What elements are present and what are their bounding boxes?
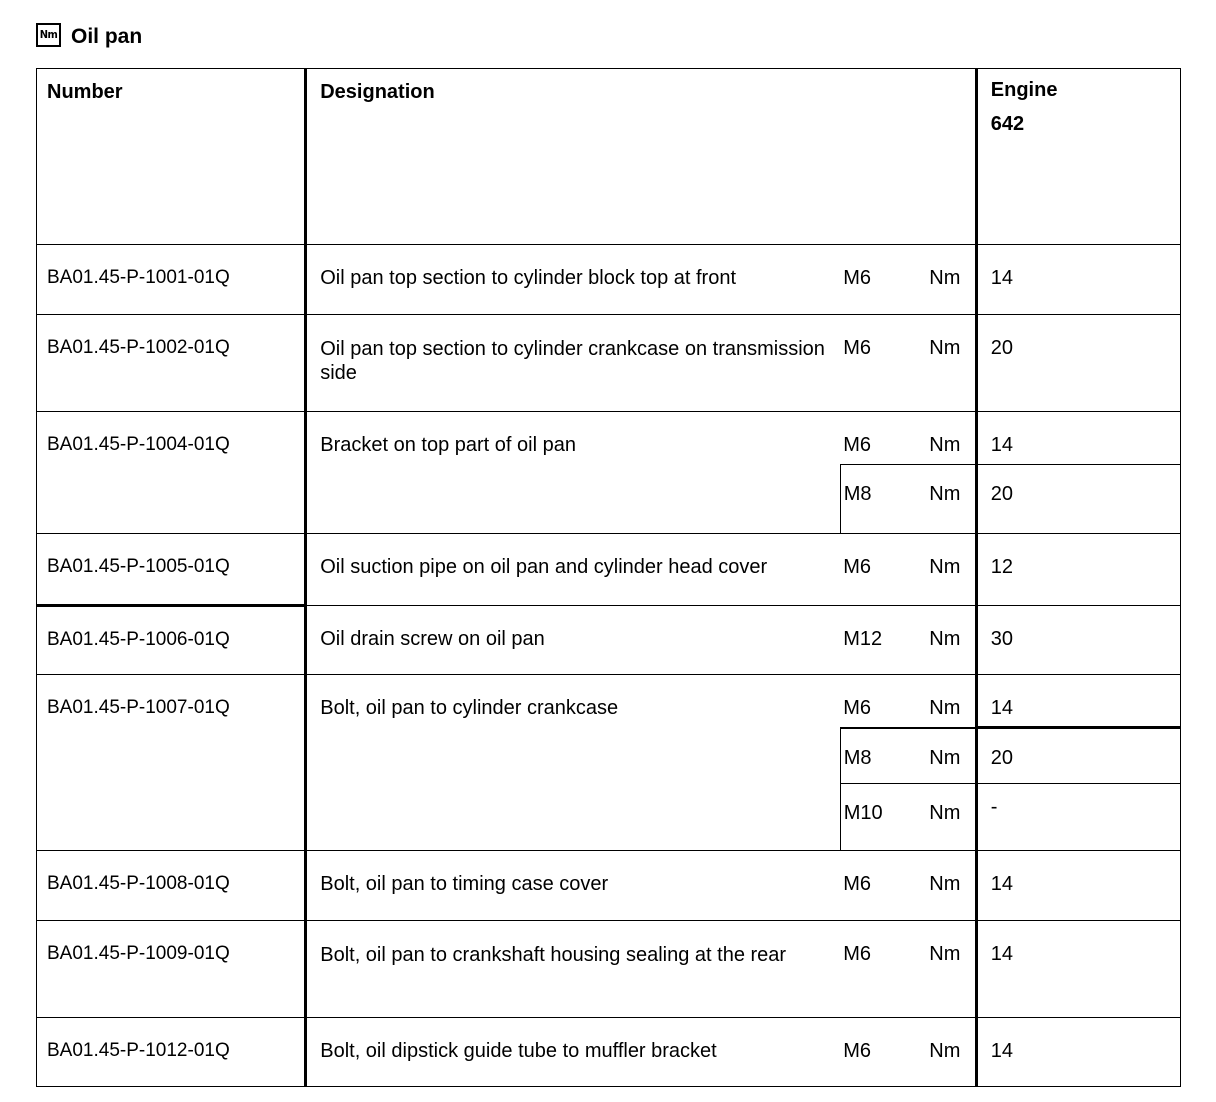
row-number: BA01.45-P-1002-01Q <box>37 315 306 412</box>
row-designation: Oil pan top section to cylinder crankcase on transmission side <box>306 315 840 412</box>
table-row <box>37 1018 1181 1087</box>
thread-size: M6 <box>840 675 924 728</box>
engine-label: Engine <box>990 79 1058 101</box>
table-row <box>37 245 1181 315</box>
torque-value: 14 <box>976 245 1180 315</box>
torque-unit: Nm <box>924 606 976 675</box>
column-header-designation: Designation <box>306 69 977 245</box>
thread-size: M10 <box>840 784 924 851</box>
row-number: BA01.45-P-1007-01Q <box>37 675 306 851</box>
torque-unit: Nm <box>924 315 976 412</box>
thread-size: M12 <box>840 606 924 675</box>
row-designation: Bracket on top part of oil pan <box>306 412 840 534</box>
thread-size: M6 <box>840 412 924 465</box>
thread-size: M6 <box>840 245 924 315</box>
torque-value: 14 <box>976 921 1180 1018</box>
row-number: BA01.45-P-1004-01Q <box>37 412 306 534</box>
torque-value: 20 <box>976 728 1180 784</box>
thread-size: M8 <box>840 465 924 534</box>
table-row <box>37 921 1181 1018</box>
torque-value: 14 <box>976 412 1180 465</box>
thread-size: M6 <box>840 534 924 606</box>
torque-value: - <box>976 784 1180 851</box>
torque-unit: Nm <box>924 851 976 921</box>
row-number: BA01.45-P-1012-01Q <box>37 1018 306 1087</box>
torque-value: 20 <box>976 315 1180 412</box>
table-row <box>37 675 1181 728</box>
torque-value: 14 <box>976 1018 1180 1087</box>
torque-unit: Nm <box>924 1018 976 1087</box>
row-number: BA01.45-P-1005-01Q <box>37 534 306 606</box>
torque-unit: Nm <box>924 412 976 465</box>
torque-nm-icon: Nm <box>36 23 61 47</box>
row-designation: Bolt, oil dipstick guide tube to muffler bracket <box>306 1018 840 1087</box>
torque-value: 20 <box>976 465 1180 534</box>
torque-unit: Nm <box>924 245 976 315</box>
row-designation: Bolt, oil pan to crankshaft housing sealing at the rear <box>306 921 840 1018</box>
row-number: BA01.45-P-1006-01Q <box>37 606 306 675</box>
column-header-number: Number <box>37 69 306 245</box>
torque-unit: Nm <box>924 465 976 534</box>
row-number: BA01.45-P-1001-01Q <box>37 245 306 315</box>
torque-spec-table <box>36 68 1181 1087</box>
row-designation: Oil pan top section to cylinder block top at front <box>306 245 840 315</box>
torque-unit: Nm <box>924 728 976 784</box>
engine-model: 642 <box>990 113 1025 135</box>
row-designation: Oil suction pipe on oil pan and cylinder head cover <box>306 534 840 606</box>
thread-size: M6 <box>840 1018 924 1087</box>
table-row <box>37 412 1181 465</box>
torque-value: 30 <box>976 606 1180 675</box>
row-designation: Bolt, oil pan to timing case cover <box>306 851 840 921</box>
table-row <box>37 534 1181 606</box>
column-header-engine <box>976 69 1180 245</box>
thread-size: M6 <box>840 315 924 412</box>
table-row <box>37 606 1181 675</box>
torque-value: 14 <box>976 675 1180 728</box>
row-number: BA01.45-P-1009-01Q <box>37 921 306 1018</box>
row-designation: Oil drain screw on oil pan <box>306 606 840 675</box>
torque-unit: Nm <box>924 921 976 1018</box>
torque-unit: Nm <box>924 675 976 728</box>
table-row <box>37 851 1181 921</box>
torque-value: 12 <box>976 534 1180 606</box>
section-title: Oil pan <box>71 25 143 48</box>
torque-unit: Nm <box>924 534 976 606</box>
table-header-row <box>37 69 1181 245</box>
torque-value: 14 <box>976 851 1180 921</box>
torque-unit: Nm <box>924 784 976 851</box>
thread-size: M6 <box>840 921 924 1018</box>
row-designation: Bolt, oil pan to cylinder crankcase <box>306 675 840 851</box>
thread-size: M6 <box>840 851 924 921</box>
table-row <box>37 315 1181 412</box>
section-heading <box>36 20 142 50</box>
thread-size: M8 <box>840 728 924 784</box>
row-number: BA01.45-P-1008-01Q <box>37 851 306 921</box>
